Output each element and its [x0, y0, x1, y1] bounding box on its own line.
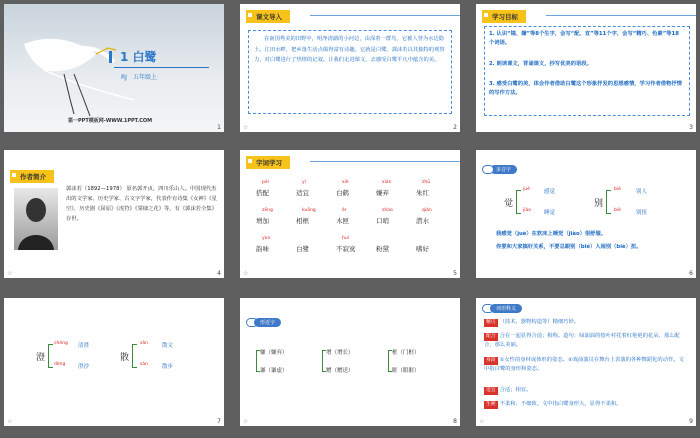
- term-definition: （技术、器物构造等）精细巧妙。: [499, 319, 580, 325]
- title-bar: [109, 51, 112, 63]
- definition-item: [484, 400, 688, 409]
- word-1a: 感觉: [544, 189, 556, 195]
- star-icon: ☆: [243, 270, 249, 277]
- slide-title: 1 白鹭: [120, 50, 157, 64]
- slide-number: 1: [217, 124, 221, 131]
- vocab-word: 韵味: [256, 245, 269, 253]
- slide-2[interactable]: [240, 4, 460, 132]
- vocab-word: 不寂寞: [336, 245, 356, 253]
- vocab-word: 粉黛: [376, 245, 389, 253]
- word-2b: 别扭: [636, 210, 648, 216]
- similar-char-item: 赠（赠送）: [326, 368, 354, 374]
- poly-char-2: 别: [594, 199, 604, 209]
- star-icon: ☆: [243, 418, 249, 425]
- vocab-word: 相框: [296, 217, 309, 225]
- reading-2a: sǎn: [140, 341, 148, 346]
- vocab-word: 嗜好: [416, 245, 429, 253]
- intro-text: 在南国秀美的田野中，明净清澈的小河边，由深着一群鸟，它被人誉为水边隐士。江田水畔，把乡落生活点缀得富有诗趣。它就是白鹭。郭沫若以其独特的观察力，对白鹭进行了热情的记叙。让我们走进课文，去感受白鹭平凡中蕴含的美。: [254, 36, 445, 63]
- vocab-pinyin: yí: [302, 180, 306, 185]
- vocab-pinyin: yùn: [262, 236, 271, 241]
- word-2b: 散步: [162, 364, 174, 370]
- vocab-pinyin: zhū: [422, 180, 431, 185]
- definition-item: [484, 332, 688, 349]
- vocab-pinyin: kuāng: [302, 208, 316, 213]
- slide-number: 5: [453, 270, 457, 277]
- word-2a: 别人: [636, 189, 648, 195]
- slide-7[interactable]: [4, 298, 224, 426]
- header-line: [310, 161, 460, 162]
- slide-5[interactable]: [240, 150, 460, 278]
- star-icon: ☆: [7, 270, 13, 277]
- header-line: [310, 15, 460, 16]
- poly-char-1: 觉: [504, 199, 514, 209]
- vocab-word: 适宜: [296, 189, 309, 197]
- similar-char-item: 框（门框）: [392, 350, 420, 356]
- poly-char-2: 散: [120, 353, 130, 363]
- poly-char-1: 澄: [36, 353, 46, 363]
- vocab-pinyin: shào: [382, 208, 393, 213]
- slide-4[interactable]: [4, 150, 224, 278]
- reading-2b: sàn: [140, 362, 148, 367]
- word-2a: 散文: [162, 343, 174, 349]
- similar-char-item: 谦（谦虚）: [260, 368, 288, 374]
- cloud-icon: [482, 165, 494, 174]
- reading-1a: chéng: [54, 341, 68, 346]
- definition-item: [484, 318, 688, 327]
- bracket-2: [132, 344, 137, 368]
- word-1b: 睡觉: [544, 210, 556, 216]
- section-ribbon: 作者简介: [10, 170, 54, 183]
- vocab-pinyin: huì: [342, 236, 349, 241]
- vocab-pinyin: ěr: [342, 208, 347, 213]
- vocab-pinyin: pèi: [262, 180, 269, 185]
- term-definition: 不柔和；不细致。文中指白鹭身形大，显得不柔和。: [499, 401, 622, 407]
- bracket-1: [516, 190, 521, 214]
- star-icon: ☆: [243, 124, 249, 131]
- header-line: [546, 15, 696, 16]
- goal-item-2: 2. 朗读课文，背诵课文，抄写优美的语段。: [489, 61, 592, 67]
- reading-2b: biè: [614, 208, 621, 213]
- example-2: 你要和大家搞好关系，不要总跟别（bié）人闹别（biè）扭。: [496, 244, 642, 250]
- vocab-pinyin: xián: [382, 180, 392, 185]
- vocab-word: 白鹤: [336, 189, 349, 197]
- slide-8[interactable]: [240, 298, 460, 426]
- goal-item-3: 3. 感受白鹭的美，体会作者借助白鹭这个形象抒发的思想感情，学习作者借物抒情的写作方法。: [489, 81, 682, 96]
- goal-item-1: 1. 认识“镜、嫌”等8个生字，会写“配、宜”等11个字，会写“精巧、色素”等18个词语。: [489, 31, 679, 46]
- slide-number: 9: [689, 418, 693, 425]
- slide-number: 8: [453, 418, 457, 425]
- section-ribbon: 字词学习: [246, 156, 290, 169]
- bracket-2: [606, 190, 611, 214]
- vocab-pinyin: zēng: [262, 208, 273, 213]
- section-ribbon: 学习目标: [482, 10, 526, 23]
- term-definition: 合适；相宜。: [499, 387, 532, 393]
- reading-2a: bié: [614, 187, 621, 192]
- term-tag: 身段: [486, 358, 496, 363]
- author-bio: 郭沫若（1892—1978） 原名郭开贞，四川乐山人。中国现代杰出的文学家、历史学家、古文字学家，代表作有诗集《女神》《星空》，历史剧《屈原》《虎符》《棠棣之花》等，有《郭沫若全集》存世。: [66, 186, 217, 222]
- star-icon: ☆: [479, 418, 485, 425]
- similar-char-item: 嫌（嫌弃）: [260, 350, 288, 356]
- vocab-word: 朱红: [416, 189, 429, 197]
- star-icon: ☆: [7, 418, 13, 425]
- slide-subtitle: RJ 五年级上: [121, 74, 157, 81]
- vocab-word: 潜水: [416, 217, 429, 225]
- example-1: 我感觉（jué）在软床上睡觉（jiào）很舒服。: [496, 231, 607, 237]
- person-icon: [14, 188, 58, 250]
- title-underline: [114, 67, 209, 68]
- reading-1b: jiào: [523, 208, 532, 213]
- slide-number: 3: [689, 124, 693, 131]
- definition-item: [484, 356, 688, 373]
- slide-number: 2: [453, 124, 457, 131]
- bracket-1: [48, 344, 53, 368]
- vocab-word: 木匣: [336, 217, 349, 225]
- vocab-word: 嫌弃: [376, 189, 389, 197]
- author-portrait: [14, 188, 58, 250]
- similar-char-item: 眶（眼眶）: [392, 368, 420, 374]
- term-tag: 生硬: [486, 402, 496, 407]
- egret-illustration: [4, 4, 224, 132]
- term-definition: ①女性的身材或体形的姿态。②戏曲演员在舞台上表演的各种舞蹈化的动作。文中指白鹭的身形和姿态。: [484, 357, 684, 372]
- term-definition: 合在一起显得合适；相称。造句：绿油油的枝叶衬托着红艳艳的花朵，那么配合，那么美丽。: [484, 333, 680, 348]
- vocab-word: 白鹭: [296, 245, 309, 253]
- section-badge: 多音字: [490, 165, 517, 174]
- word-1b: 澄沙: [78, 364, 90, 370]
- slide-number: 7: [217, 418, 221, 425]
- word-1a: 清澄: [78, 343, 90, 349]
- vocab-word: 增加: [256, 217, 269, 225]
- vocab-pinyin: xiè: [342, 180, 349, 185]
- slide-6[interactable]: [476, 150, 696, 278]
- definition-item: [484, 386, 688, 395]
- term-tag: 适宜: [486, 388, 496, 393]
- slide-1[interactable]: [4, 4, 224, 132]
- slide-3[interactable]: [476, 4, 696, 132]
- reading-1b: dèng: [54, 362, 66, 367]
- slide-number: 4: [217, 270, 221, 277]
- similar-char-item: 增（增长）: [326, 350, 354, 356]
- term-tag: 配合: [486, 334, 496, 339]
- section-badge: 词语释义: [490, 304, 522, 313]
- footer-text: 第一PPT模板网-WWW.1PPT.COM: [68, 118, 153, 124]
- vocab-pinyin: qián: [422, 208, 432, 213]
- section-badge: 形近字: [254, 318, 281, 327]
- vocab-word: 口哨: [376, 217, 389, 225]
- slide-number: 6: [689, 270, 693, 277]
- section-ribbon: 课文导入: [246, 10, 290, 23]
- term-tag: 精巧: [486, 320, 496, 325]
- reading-1a: jué: [523, 187, 530, 192]
- vocab-word: 搭配: [256, 189, 269, 197]
- slide-9[interactable]: [476, 298, 696, 426]
